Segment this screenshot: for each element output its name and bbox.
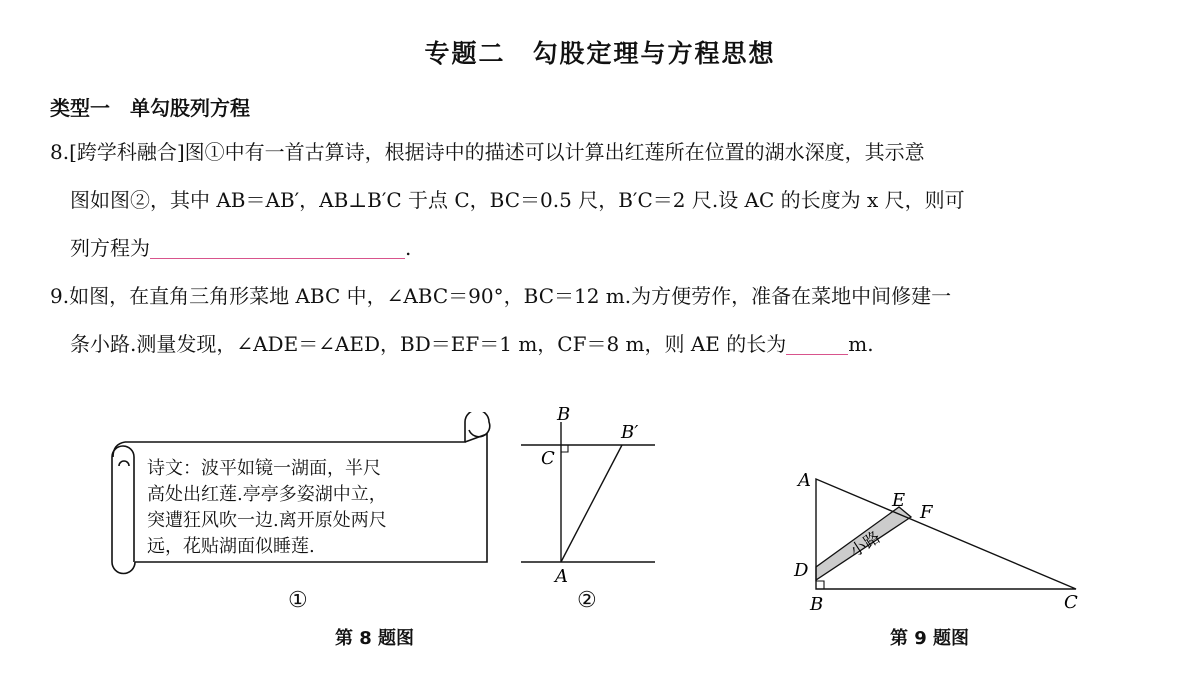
label-a: A [798,470,811,491]
problem-8-line-2: 图如图②，其中 AB＝AB′，AB⊥B′C 于点 C，BC＝0.5 尺，B′C＝2 尺.设 AC 的长度为 x 尺，则可 [70,188,965,212]
label-f: F [920,502,933,523]
poem-line: 突遭狂风吹一边.离开原处两尺 [147,510,387,531]
poem-text [147,456,387,560]
label-b: B [557,404,571,425]
figure-8-caption: 第 8 题图 [335,628,415,649]
problem-8-line-3-text: 列方程为 [70,236,150,260]
label-b: B [810,594,824,615]
answer-blank-9[interactable] [786,324,848,355]
problem-9-line-1: 9.如图，在直角三角形菜地 ABC 中，∠ABC＝90°，BC＝12 m.为方便劳作，准备在菜地中间修建一 [50,284,952,308]
figure-label-2: ② [577,588,597,613]
section-heading: 类型一 单勾股列方程 [50,96,250,120]
poem-line: 诗文：波平如镜一湖面，半尺 [147,458,381,479]
poem-line: 远，花贴湖面似睡莲. [147,536,315,557]
poem-line: 高处出红莲.亭亭多姿湖中立， [147,484,387,505]
label-c: C [1064,592,1078,613]
problem-9-line-2-text: 条小路.测量发现，∠ADE＝∠AED，BD＝EF＝1 m，CF＝8 m，则 AE 的长为 [70,332,787,356]
problem-9-line-2 [50,320,1140,368]
path-label: 小路 [846,527,884,561]
page-title: 专题二 勾股定理与方程思想 [424,39,776,68]
problem-8 [50,128,1140,272]
problem-9-line-2-end: m. [848,332,874,356]
right-angle-mark [561,445,568,452]
label-a: A [555,566,568,587]
answer-blank-8[interactable] [150,228,405,259]
label-b-prime: B′ [621,422,639,443]
triangle-figure [780,462,1090,617]
label-c: C [541,448,555,469]
figure-label-1: ① [288,588,308,613]
problem-8-line-3 [50,224,1140,272]
label-d: D [794,560,809,581]
figure-9-caption: 第 9 题图 [890,628,970,649]
triangle-abc [816,479,1076,589]
lake-diagram [515,400,665,590]
problem-8-line-1: 8.[跨学科融合]图①中有一首古算诗，根据诗中的描述可以计算出红莲所在位置的湖水深度，其示意 [50,140,925,164]
right-angle-mark-b [816,581,824,589]
label-e: E [892,490,906,511]
problem-9 [50,272,1140,368]
segment-ab-prime [561,445,622,562]
problem-8-line-3-end: . [405,236,412,260]
